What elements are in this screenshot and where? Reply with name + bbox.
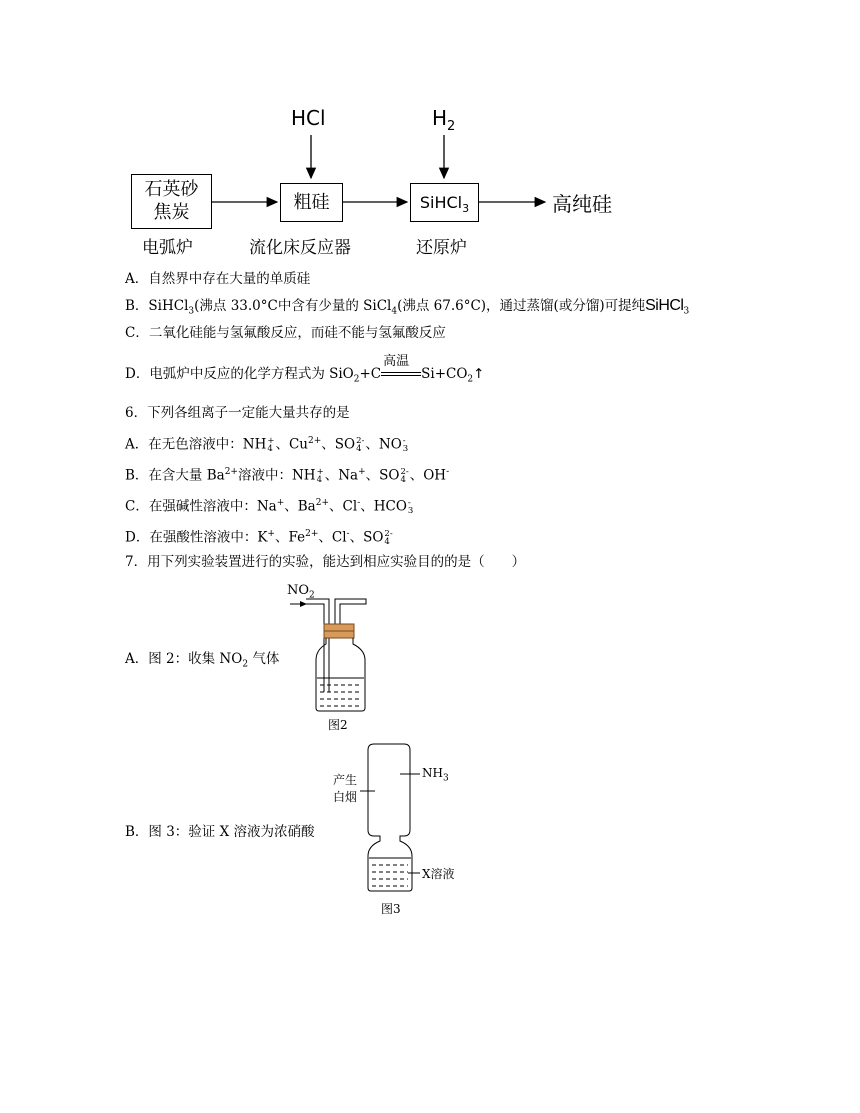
q6-option-a: A．在无色溶液中：NH + 4 、$Cu^{2+}$、SO 2- 4 、NO - 3 xyxy=(125,436,409,454)
q6-option-d: D．在强酸性溶液中：K+、$Fe^{2+}$、Cl-、SO 2- 4 xyxy=(125,529,393,547)
q5-option-b: B．SiHCl$_3$(沸点 33.0°C中含有少量的 SiCl$_4$(沸点 67.6°C)，通过蒸馏(或分馏)可提纯SiHCl$_3$ xyxy=(125,297,690,317)
q7-option-a: A．图 2：收集 $NO_2$ 气体 xyxy=(125,651,280,670)
equation-condition: 高温 xyxy=(381,370,421,380)
flow-diagram xyxy=(0,0,860,260)
fig2-apparatus xyxy=(280,580,390,720)
label-fluidized-bed: 流化床反应器 xyxy=(249,238,351,258)
box-sihcl3: SiHCl$_3$ xyxy=(410,183,479,222)
q6-option-b: B．在含大量 $Ba^{2+}$溶液中：NH + 4 、Na+、SO 2- 4 、OH- xyxy=(125,467,450,485)
box-quartz-coke: 石英砂 焦炭 xyxy=(131,174,212,229)
q7-option-b: B．图 3：验证 X 溶液为浓硝酸 xyxy=(125,824,315,840)
product-label: 高纯硅 xyxy=(552,192,612,216)
reagent-hcl-label: HCl xyxy=(291,106,326,130)
fig3-caption: 图3 xyxy=(381,902,401,916)
box-crude-silicon: 粗硅 xyxy=(280,183,343,222)
fig3-nh3-label: $NH_3$ xyxy=(422,766,449,784)
q5-option-c: C．二氧化硅能与氢氟酸反应，而硅不能与氢氟酸反应 xyxy=(125,325,446,341)
label-arc-furnace: 电弧炉 xyxy=(142,238,193,258)
fig3-apparatus xyxy=(320,740,480,900)
fig2-gas-label: $NO_2$ xyxy=(287,583,315,601)
q5-option-a: A．自然界中存在大量的单质硅 xyxy=(125,271,311,287)
q5-option-d: D．电弧炉中反应的化学方程式为 SiO$_2$+C 高温 $Si+CO_2↑$ xyxy=(125,353,485,385)
figure-2 xyxy=(280,580,390,740)
q7-stem: 7．用下列实验装置进行的实验，能达到相应实验目的的是（ ） xyxy=(125,554,526,570)
q6-stem: 6．下列各组离子一定能大量共存的是 xyxy=(125,405,350,421)
figure-3 xyxy=(320,740,480,920)
fig3-white-smoke-label: 产生 白烟 xyxy=(333,773,358,804)
q6-option-c: C．在强碱性溶液中：Na+、$Ba^{2+}$、Cl-、HCO - 3 xyxy=(125,498,414,516)
fig3-x-solution-label: X溶液 xyxy=(422,867,455,881)
reagent-h2-label: $H_2$ xyxy=(432,106,456,134)
label-reduction-furnace: 还原炉 xyxy=(416,238,467,258)
fig2-caption: 图2 xyxy=(328,718,348,732)
